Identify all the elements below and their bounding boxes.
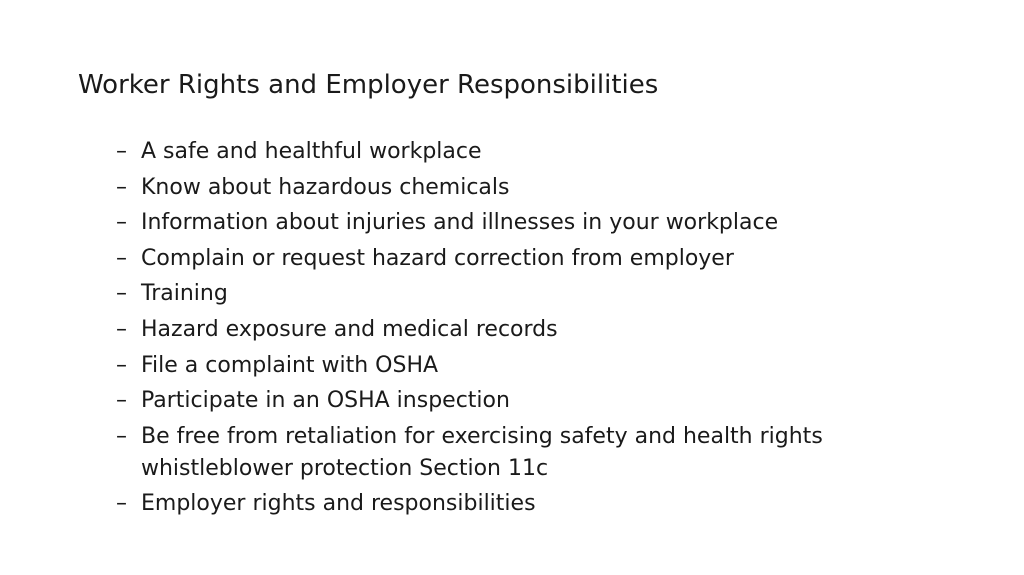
bullet-text: Complain or request hazard correction from employer (141, 245, 734, 271)
bullet-text: A safe and healthful workplace (141, 139, 482, 164)
bullet-item (116, 385, 976, 417)
bullet-item (116, 488, 976, 520)
bullet-item (116, 421, 976, 485)
dash-bullet-icon: – (116, 316, 127, 342)
dash-bullet-icon: – (116, 352, 127, 378)
dash-bullet-icon: – (116, 139, 127, 164)
bullet-text: Hazard exposure and medical records (141, 316, 558, 342)
slide-title: Worker Rights and Employer Responsibilities (78, 70, 659, 100)
bullet-text: Employer rights and responsibilities (141, 491, 536, 517)
bullet-item (116, 278, 976, 310)
dash-bullet-icon: – (116, 491, 127, 517)
dash-bullet-icon: – (116, 281, 127, 307)
bullet-text: Know about hazardous chemicals (141, 174, 510, 200)
bullet-item (116, 207, 976, 239)
bullet-item (116, 350, 976, 382)
bullet-text: Training (141, 281, 228, 307)
dash-bullet-icon: – (116, 210, 127, 236)
bullet-text: Participate in an OSHA inspection (141, 388, 510, 414)
bullet-text: Information about injuries and illnesses in your workplace (141, 210, 779, 236)
dash-bullet-icon: – (116, 423, 127, 449)
bullet-list (116, 136, 976, 524)
bullet-item (116, 136, 976, 168)
dash-bullet-icon: – (116, 388, 127, 414)
dash-bullet-icon: – (116, 174, 127, 200)
bullet-text: File a complaint with OSHA (141, 352, 439, 378)
dash-bullet-icon: – (116, 245, 127, 271)
bullet-item (116, 243, 976, 275)
bullet-item (116, 172, 976, 204)
bullet-item (116, 314, 976, 346)
bullet-text: Be free from retaliation for exercising safety and health rights whistleblower protection Section 11c (141, 423, 823, 481)
